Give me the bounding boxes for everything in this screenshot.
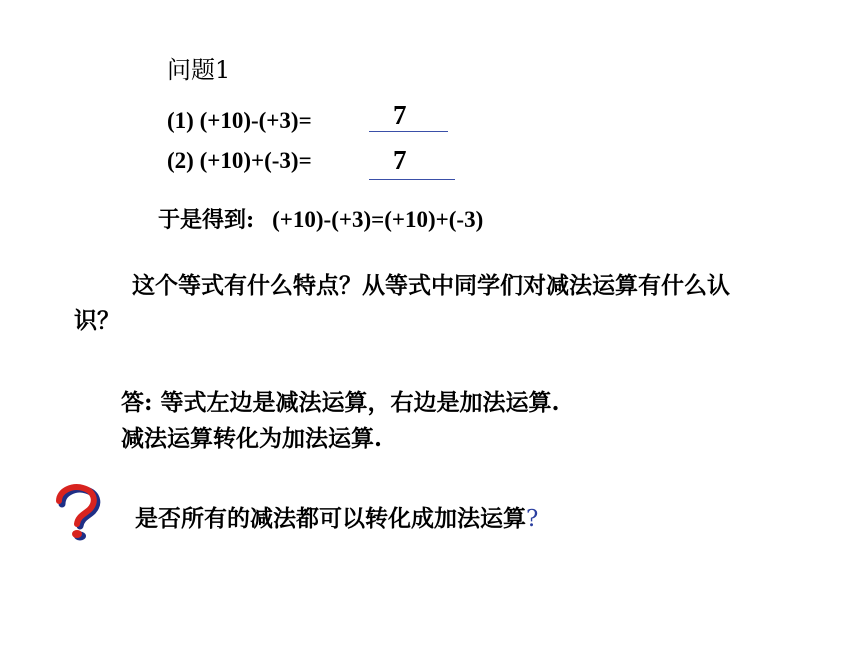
question-mark-icon — [50, 484, 106, 544]
equation-2-answer-underline — [369, 179, 455, 180]
conclusion-expression: (+10)-(+3)=(+10)+(-3) — [272, 207, 484, 232]
equation-2: (2) (+10)+(-3)= — [167, 148, 312, 173]
answer-line-2: 减法运算转化为加法运算. — [121, 425, 383, 452]
slide-title: 问题1 — [167, 56, 231, 84]
conclusion — [158, 203, 483, 234]
equation-1-answer: 7 — [393, 100, 407, 130]
equation-1: (1) (+10)-(+3)= — [167, 108, 312, 133]
final-question — [135, 500, 538, 533]
final-question-text: 是否所有的减法都可以转化成加法运算 — [135, 505, 526, 532]
discussion-question: 这个等式有什么特点？从等式中同学们对减法运算有什么认识？ — [74, 272, 730, 334]
equation-2-answer: 7 — [393, 145, 407, 175]
final-question-mark: ? — [526, 506, 539, 532]
conclusion-label: 于是得到: — [158, 207, 255, 233]
equation-1-answer-underline — [369, 131, 448, 132]
answer-line-1: 答: 等式左边是减法运算，右边是加法运算. — [121, 389, 560, 416]
